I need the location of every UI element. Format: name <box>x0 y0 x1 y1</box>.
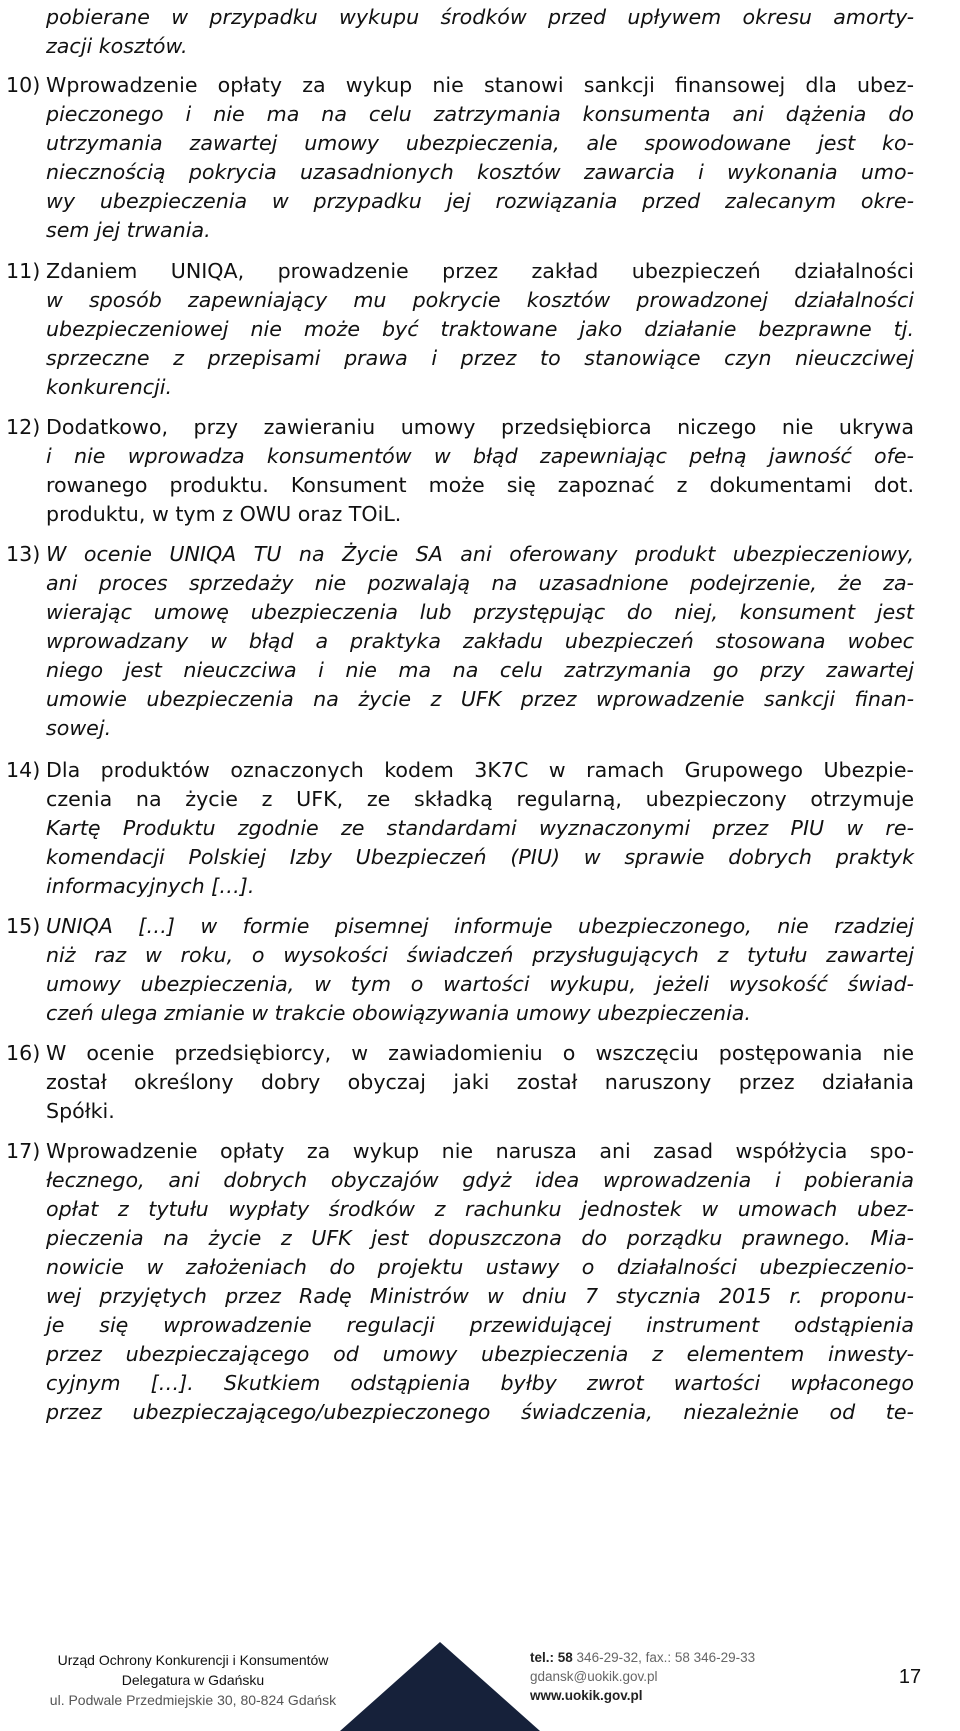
text-line: czenia na życie z UFK, ze składką regularną, ubezpieczony otrzymuje <box>46 787 914 811</box>
tel-rest: 346-29-32, fax.: 58 346-29-33 <box>572 1650 756 1665</box>
text-line: informacyjnych […]. <box>46 874 255 898</box>
text-line: nowicie w założeniach do projektu ustawy o działalności ubezpieczenio- <box>46 1255 914 1279</box>
text-line: je się wprowadzenie regulacji przewidującej instrument odstąpienia <box>46 1313 914 1337</box>
text-line: łecznego, ani dobrych obyczajów gdyż idea wprowadzenia i pobierania <box>46 1168 914 1192</box>
text-line: został określony dobry obyczaj jaki został naruszony przez działania <box>46 1070 914 1094</box>
text-line: i nie wprowadza konsumentów w błąd zapewniając pełną jawność ofe- <box>46 444 914 468</box>
paragraph-number: 12) <box>6 415 41 439</box>
text-line: sem jej trwania. <box>46 218 211 242</box>
text-line: umowie ubezpieczenia na życie z UFK przez wprowadzenie sankcji finan- <box>46 687 914 711</box>
text-line: pieczonego i nie ma na celu zatrzymania konsumenta ani dążenia do <box>46 102 914 126</box>
text-line: wej przyjętych przez Radę Ministrów w dniu 7 stycznia 2015 r. proponu- <box>46 1284 914 1308</box>
paragraph-number: 16) <box>6 1041 41 1065</box>
text-line: Zdaniem UNIQA, prowadzenie przez zakład ubezpieczeń działalności <box>46 259 914 283</box>
text-line: ubezpieczeniowej nie może być traktowane jako działanie bezprawne tj. <box>46 317 914 341</box>
text-line: w sposób zapewniający mu pokrycie kosztów prowadzonej działalności <box>46 288 914 312</box>
text-line: pobierane w przypadku wykupu środków przed upływem okresu amorty- <box>46 5 914 29</box>
page-number: 17 <box>898 1666 922 1688</box>
paragraph-number: 14) <box>6 758 41 782</box>
paragraph-number: 13) <box>6 542 41 566</box>
text-line: wierając umowę ubezpieczenia lub przystępując do niej, konsument jest <box>46 600 914 624</box>
website-link[interactable]: www.uokik.gov.pl <box>530 1688 643 1703</box>
paragraph-number: 17) <box>6 1139 41 1163</box>
text-line: W ocenie przedsiębiorcy, w zawiadomieniu o wszczęciu postępowania nie <box>46 1041 914 1065</box>
office-name: Urząd Ochrony Konkurencji i Konsumentów <box>57 1652 329 1668</box>
text-line: umowy ubezpieczenia, w tym o wartości wykupu, jeżeli wysokość świad- <box>46 972 914 996</box>
text-line: UNIQA […] w formie pisemnej informuje ubezpieczonego, nie rzadziej <box>46 914 914 938</box>
page-footer <box>0 1640 960 1731</box>
text-line: Wprowadzenie opłaty za wykup nie stanowi sankcji finansowej dla ubez- <box>46 73 914 97</box>
text-line: konkurencji. <box>46 375 173 399</box>
text-line: utrzymania zawartej umowy ubezpieczenia, ale spowodowane jest ko- <box>46 131 914 155</box>
text-line: sowej. <box>46 716 112 740</box>
text-line: Dodatkowo, przy zawieraniu umowy przedsiębiorca niczego nie ukrywa <box>46 415 914 439</box>
text-line: cyjnym […]. Skutkiem odstąpienia byłby zwrot wartości wpłaconego <box>46 1371 914 1395</box>
text-line: rowanego produktu. Konsument może się zapoznać z dokumentami dot. <box>46 473 914 497</box>
text-line: niecznością pokrycia uzasadnionych kosztów zawarcia i wykonania umo- <box>46 160 914 184</box>
text-line: ani proces sprzedaży nie pozwalają na uzasadnione podejrzenie, że za- <box>46 571 914 595</box>
text-line: wy ubezpieczenia w przypadku jej rozwiązania przed zalecanym okre- <box>46 189 914 213</box>
text-line: wprowadzany w błąd a praktyka zakładu ubezpieczeń stosowana wobec <box>46 629 914 653</box>
logo-triangle-icon <box>340 1640 540 1731</box>
text-line: komendacji Polskiej Izby Ubezpieczeń (PIU) w sprawie dobrych praktyk <box>46 845 914 869</box>
text-line: niż raz w roku, o wysokości świadczeń przysługujących z tytułu zawartej <box>46 943 914 967</box>
text-line: zacji kosztów. <box>46 34 188 58</box>
office-address: ul. Podwale Przedmiejskie 30, 80-824 Gdańsk <box>49 1692 337 1708</box>
text-line: Dla produktów oznaczonych kodem 3K7C w ramach Grupowego Ubezpie- <box>46 758 914 782</box>
text-line: opłat z tytułu wypłaty środków z rachunku jednostek w umowach ubez- <box>46 1197 914 1221</box>
email-link[interactable]: gdansk@uokik.gov.pl <box>530 1669 658 1684</box>
paragraph-number: 15) <box>6 914 41 938</box>
paragraph-number: 10) <box>6 73 41 97</box>
text-line: Wprowadzenie opłaty za wykup nie narusza ani zasad współżycia spo- <box>46 1139 914 1163</box>
paragraph-number: 11) <box>6 259 41 283</box>
footer-office-info <box>28 1650 358 1710</box>
text-line: produktu, w tym z OWU oraz TOiL. <box>46 502 402 526</box>
text-line: Spółki. <box>46 1099 115 1123</box>
tel-prefix: 58 <box>557 1650 573 1665</box>
text-line: sprzeczne z przepisami prawa i przez to stanowiące czyn nieuczciwej <box>46 346 914 370</box>
text-line: czeń ulega zmianie w trakcie obowiązywania umowy ubezpieczenia. <box>46 1001 751 1025</box>
office-branch: Delegatura w Gdańsku <box>121 1672 265 1688</box>
text-line: pieczenia na życie z UFK jest dopuszczona do porządku prawnego. Mia- <box>46 1226 914 1250</box>
tel-label: tel.: <box>530 1650 558 1665</box>
phone-fax <box>530 1648 790 1667</box>
text-line: niego jest nieuczciwa i nie ma na celu zatrzymania go przy zawartej <box>46 658 914 682</box>
footer-contact-info <box>530 1648 790 1705</box>
text-line: Kartę Produktu zgodnie ze standardami wyznaczonymi przez PIU w re- <box>46 816 914 840</box>
text-line: przez ubezpieczającego od umowy ubezpieczenia z elementem inwesty- <box>46 1342 914 1366</box>
text-line: przez ubezpieczającego/ubezpieczonego świadczenia, niezależnie od te- <box>46 1400 914 1424</box>
text-line: W ocenie UNIQA TU na Życie SA ani oferowany produkt ubezpieczeniowy, <box>46 542 914 566</box>
